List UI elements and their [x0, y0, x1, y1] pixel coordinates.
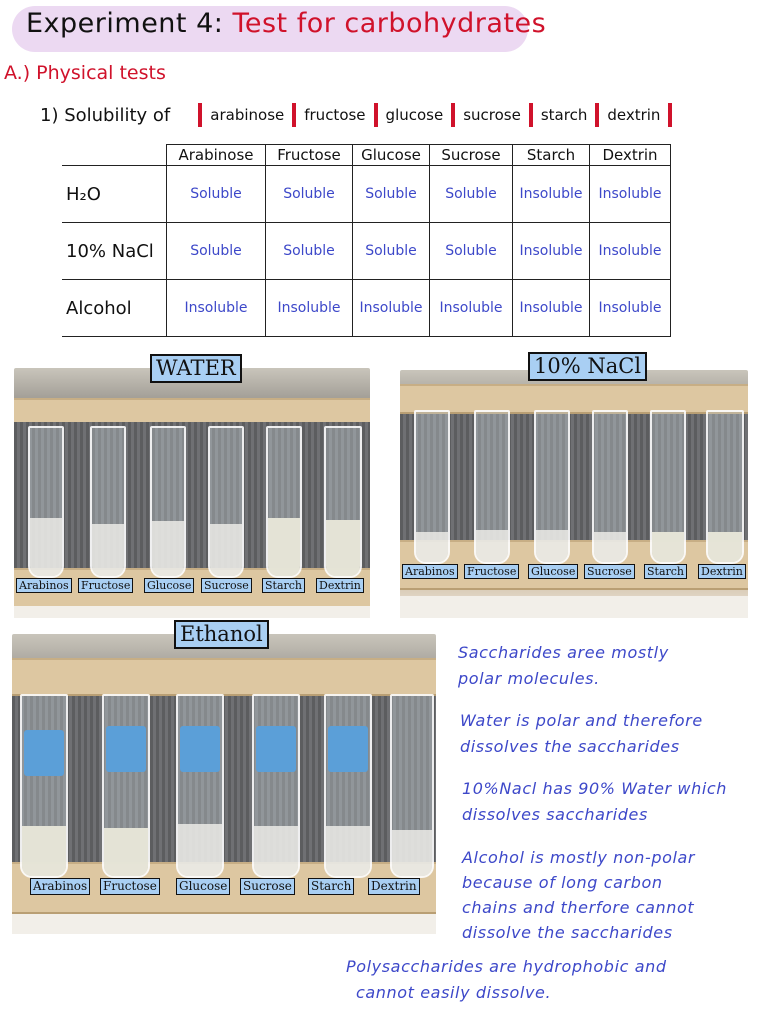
note: [462, 776, 727, 828]
test-tube: [324, 426, 362, 578]
test-tube: [102, 694, 150, 878]
note-line: dissolves the saccharides: [460, 737, 680, 756]
note-line: chains and therfore cannot: [462, 898, 695, 917]
wall-background: [12, 696, 436, 866]
wall-background: [400, 414, 748, 544]
test-tube: [266, 426, 302, 578]
column-header: Sucrose: [430, 145, 513, 166]
note: [346, 954, 667, 1006]
table-cell: Insoluble: [513, 280, 590, 337]
table-cell: Insoluble: [430, 280, 513, 337]
subsection-item: glucose: [385, 106, 444, 124]
table-cell: Soluble: [430, 223, 513, 280]
subsection-item: starch: [540, 106, 588, 124]
subsection-item: dextrin: [607, 106, 661, 124]
row-label: Alcohol: [62, 280, 167, 337]
note: [460, 708, 703, 760]
test-tube: [90, 426, 126, 578]
tube-label: Glucose: [528, 564, 578, 579]
test-tube: [28, 426, 64, 578]
table-cell: Soluble: [266, 166, 353, 223]
note-line: 10%Nacl has 90% Water which: [462, 779, 728, 798]
tube-label: Sucrose: [240, 878, 295, 895]
test-tube: [324, 694, 372, 878]
test-tube: [20, 694, 68, 878]
note-line: polar molecules.: [458, 669, 600, 688]
tube-label: Fructose: [78, 578, 133, 593]
table-cell: Insoluble: [590, 166, 671, 223]
test-tube: [592, 410, 628, 564]
tube-label: Arabinos: [402, 564, 458, 579]
table-cell: Insoluble: [167, 280, 266, 337]
column-header: Glucose: [353, 145, 430, 166]
test-tube: [534, 410, 570, 564]
tube-label: Fructose: [464, 564, 519, 579]
divider: [198, 103, 202, 127]
divider: [595, 103, 599, 127]
test-tube: [414, 410, 450, 564]
table-cell: Soluble: [430, 166, 513, 223]
note-line: because of long carbon: [462, 873, 663, 892]
divider: [292, 103, 296, 127]
test-tube: [390, 694, 434, 878]
tube-label: Sucrose: [584, 564, 635, 579]
table-row: [62, 223, 671, 280]
nacl-photo: [400, 354, 748, 618]
tube-label: Starch: [308, 878, 354, 895]
tube-label: Fructose: [100, 878, 160, 895]
row-label: H₂O: [62, 166, 167, 223]
note-line: Water is polar and therefore: [460, 711, 703, 730]
rack-top: [14, 398, 370, 424]
table-row: [62, 280, 671, 337]
floor: [14, 606, 370, 618]
test-tube: [650, 410, 686, 564]
subsection-label: 1) Solubility of: [40, 104, 171, 126]
note: [462, 845, 695, 945]
test-tube: [706, 410, 744, 564]
tube-label: Glucose: [176, 878, 230, 895]
rack-top: [12, 658, 436, 696]
solubility-table: [62, 144, 671, 337]
tube-label: Dextrin: [368, 878, 420, 895]
test-tube: [474, 410, 510, 564]
test-tube: [208, 426, 244, 578]
ethanol-photo: [12, 622, 436, 934]
table-cell: Soluble: [167, 166, 266, 223]
subsection-item: arabinose: [210, 106, 285, 124]
subsection-item: sucrose: [463, 106, 521, 124]
table-cell: Soluble: [353, 166, 430, 223]
photo-label: Ethanol: [174, 620, 269, 649]
title-highlight-text: Test for carbohydrates: [232, 8, 547, 39]
column-header: Fructose: [266, 145, 353, 166]
note-line: cannot easily dissolve.: [356, 983, 552, 1002]
table-cell: Insoluble: [590, 223, 671, 280]
water-photo: [14, 356, 370, 618]
note-line: Saccharides aree mostly: [458, 643, 669, 662]
divider: [374, 103, 378, 127]
photo-label: WATER: [150, 354, 242, 383]
table-cell: Insoluble: [590, 280, 671, 337]
title-prefix: Experiment 4:: [26, 8, 224, 39]
section-heading: A.) Physical tests: [4, 62, 166, 84]
table-cell: Soluble: [266, 223, 353, 280]
table-cell: Insoluble: [266, 280, 353, 337]
divider: [451, 103, 455, 127]
table-cell: Insoluble: [513, 223, 590, 280]
table-cell: Soluble: [167, 223, 266, 280]
floor: [400, 596, 748, 618]
note-line: Polysaccharides are hydrophobic and: [346, 957, 667, 976]
note-line: Alcohol is mostly non-polar: [462, 848, 696, 867]
floor: [12, 914, 436, 934]
divider: [668, 103, 672, 127]
table-cell: Soluble: [353, 223, 430, 280]
tube-label: Arabinos: [30, 878, 90, 895]
row-label: 10% NaCl: [62, 223, 167, 280]
column-header: Dextrin: [590, 145, 671, 166]
tube-label: Glucose: [144, 578, 194, 593]
note: [458, 640, 669, 692]
wall-background: [14, 422, 370, 572]
table-header-row: [62, 145, 671, 166]
note-line: dissolves saccharides: [462, 805, 648, 824]
test-tube: [252, 694, 300, 878]
subsection-heading: [40, 103, 680, 127]
divider: [529, 103, 533, 127]
rack-top: [400, 384, 748, 414]
column-header: Arabinose: [167, 145, 266, 166]
tube-label: Starch: [262, 578, 305, 593]
note-line: dissolve the saccharides: [462, 923, 673, 942]
test-tube: [150, 426, 186, 578]
page-title: [26, 8, 546, 39]
subsection-item: fructose: [304, 106, 366, 124]
test-tube: [176, 694, 224, 878]
tube-label: Sucrose: [201, 578, 252, 593]
column-header: Starch: [513, 145, 590, 166]
tube-label: Starch: [644, 564, 687, 579]
tube-label: Arabinos: [16, 578, 72, 593]
tube-label: Dextrin: [698, 564, 746, 579]
table-row: [62, 166, 671, 223]
table-cell: Insoluble: [353, 280, 430, 337]
tube-label: Dextrin: [316, 578, 364, 593]
table-corner: [62, 145, 167, 166]
photo-label: 10% NaCl: [528, 352, 647, 381]
table-cell: Insoluble: [513, 166, 590, 223]
